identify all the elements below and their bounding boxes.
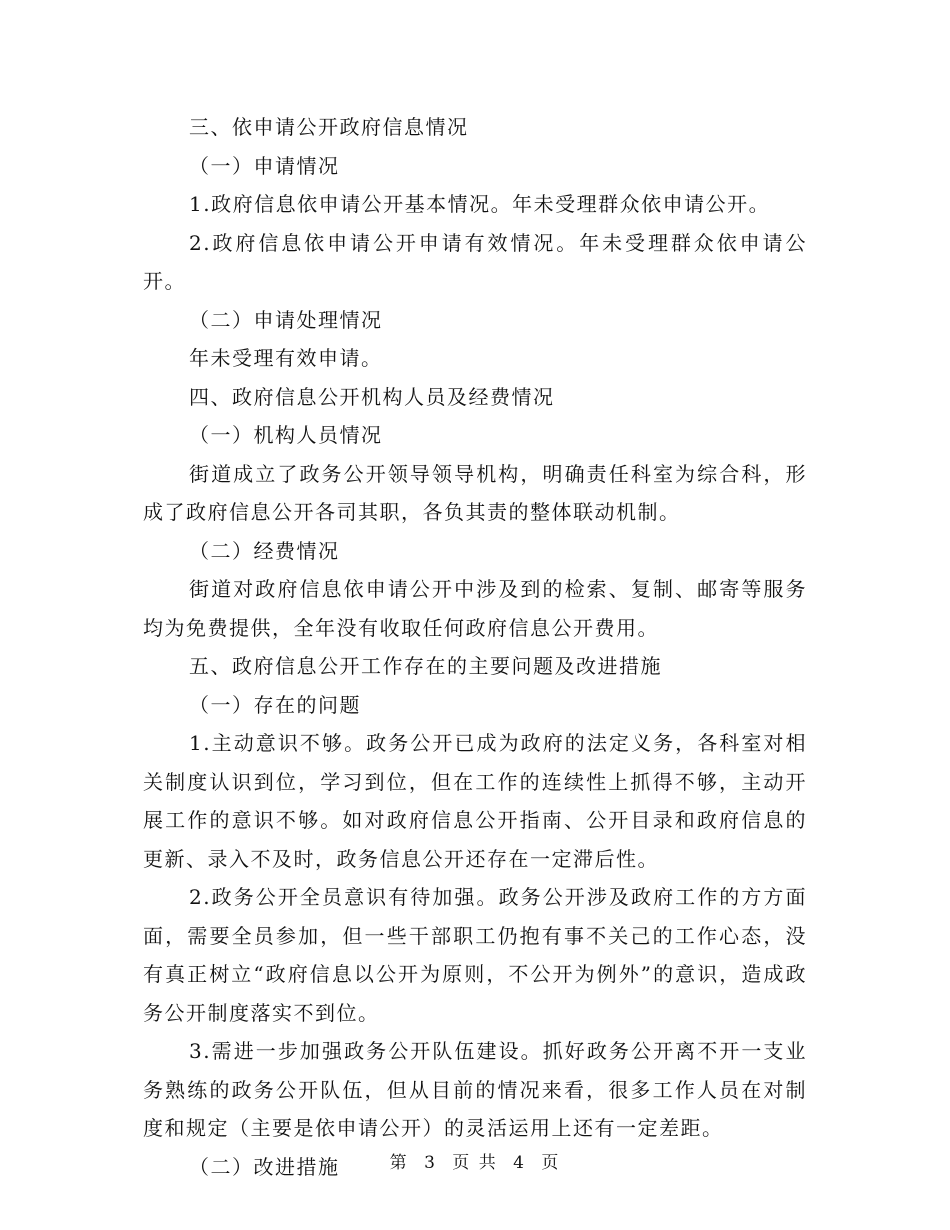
paragraph-funding: 街道对政府信息依申请公开中涉及到的检索、复制、邮寄等服务均为免费提供，全年没有收取任何政府信息公开费用。 bbox=[143, 577, 807, 640]
paragraph-staff: 街道成立了政务公开领导领导机构，明确责任科室为综合科，形成了政府信息公开各司其职，各负其责的整体联动机制。 bbox=[143, 461, 807, 524]
section-heading-3: 三、依申请公开政府信息情况 bbox=[189, 115, 469, 139]
paragraph-item-1: 1.政府信息依申请公开基本情况。年未受理群众依申请公开。 bbox=[189, 192, 771, 216]
footer-page-number: 3 bbox=[424, 1153, 437, 1173]
footer-prefix: 第 bbox=[389, 1153, 409, 1173]
page-footer bbox=[0, 1148, 950, 1173]
subheading-application-handling: （二）申请处理情况 bbox=[189, 307, 383, 332]
section-heading-4: 四、政府信息公开机构人员及经费情况 bbox=[189, 384, 555, 409]
subheading-improvements: （二）改进措施 bbox=[189, 1154, 340, 1179]
footer-suffix: 页 bbox=[541, 1153, 561, 1173]
subheading-problems: （一）存在的问题 bbox=[189, 692, 361, 717]
footer-total-pages: 4 bbox=[513, 1153, 526, 1173]
paragraph-no-valid-application: 年未受理有效申请。 bbox=[189, 346, 383, 370]
section-heading-5: 五、政府信息公开工作存在的主要问题及改进措施 bbox=[189, 654, 662, 678]
paragraph-problem-1: 1.主动意识不够。政务公开已成为政府的法定义务，各科室对相关制度认识到位，学习到位，但在工作的连续性上抓得不够，主动开展工作的意识不够。如对政府信息公开指南、公开目录和政府信息的更新、录入不及时，政务信息公开还存在一定滞后性。 bbox=[143, 731, 807, 871]
document-body bbox=[143, 108, 807, 1186]
paragraph-problem-3: 3.需进一步加强政务公开队伍建设。抓好政务公开离不开一支业务熟练的政务公开队伍，但从目前的情况来看，很多工作人员在对制度和规定（主要是依申请公开）的灵活运用上还有一定差距。 bbox=[143, 1039, 807, 1140]
subheading-staff: （一）机构人员情况 bbox=[189, 423, 383, 447]
subheading-funding: （二）经费情况 bbox=[189, 538, 340, 563]
subheading-application-status: （一）申请情况 bbox=[189, 153, 340, 178]
footer-middle: 页 共 bbox=[452, 1153, 498, 1173]
paragraph-item-2: 2.政府信息依申请公开申请有效情况。年未受理群众依申请公开。 bbox=[143, 230, 807, 293]
paragraph-problem-2: 2.政务公开全员意识有待加强。政务公开涉及政府工作的方方面面，需要全员参加，但一些干部职工仍抱有事不关己的工作心态，没有真正树立“政府信息以公开为原则，不公开为例外”的意识，造成政务公开制度落实不到位。 bbox=[143, 885, 807, 1025]
